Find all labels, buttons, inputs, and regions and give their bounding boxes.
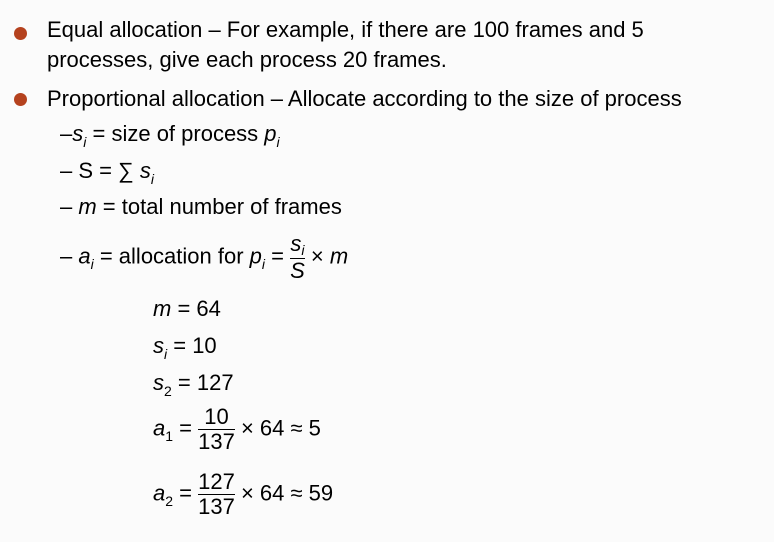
value: = 127: [171, 370, 234, 395]
example-a1: [153, 405, 321, 454]
var-s: s: [153, 370, 164, 395]
dash: –: [60, 194, 79, 219]
definition-text: size of process: [111, 121, 265, 146]
var-m: m: [329, 243, 349, 269]
bullet-text-line2: processes, give each process 20 frames.: [47, 47, 447, 72]
sub-i: i: [301, 242, 305, 258]
sub-i: i: [276, 134, 280, 150]
denominator: 137: [198, 494, 235, 519]
var-s: s: [290, 231, 302, 256]
sub-i: i: [83, 134, 87, 150]
var-s: s: [139, 158, 151, 183]
sub-i: i: [90, 256, 94, 273]
times: ×: [304, 243, 330, 269]
equals: =: [265, 243, 291, 269]
fraction: [290, 232, 305, 283]
sub-i: i: [261, 256, 266, 273]
equals: =: [173, 415, 199, 441]
numerator: 10: [204, 404, 229, 429]
example-s2: [153, 370, 234, 398]
fraction: [198, 470, 235, 519]
numerator: 127: [198, 469, 235, 494]
sub: 1: [165, 428, 174, 445]
var-a: a: [78, 243, 91, 269]
var-s: s: [72, 121, 84, 146]
value: = 10: [167, 333, 217, 358]
example-a2: [153, 470, 333, 519]
fraction: [198, 405, 235, 454]
var-p: p: [264, 121, 277, 146]
sub: 2: [164, 383, 172, 399]
definition-text: – S = ∑: [60, 158, 140, 183]
var-p: p: [249, 243, 262, 269]
equals: =: [173, 480, 199, 506]
definition-text: = allocation for: [93, 243, 250, 269]
var-a: a: [153, 480, 166, 506]
definition-text: = total number of frames: [96, 194, 342, 219]
example-s1: [153, 333, 217, 361]
denominator: S: [290, 258, 305, 283]
bullet-dot-icon: [14, 93, 27, 106]
var-m: m: [78, 194, 97, 219]
example-m: [153, 296, 221, 322]
value: × 64 ≈ 5: [234, 415, 321, 441]
sub: 2: [165, 493, 174, 510]
numerator: [290, 232, 305, 258]
definition-S: [60, 158, 154, 186]
bullet-text-line1: Equal allocation – For example, if there are 100 frames and 5: [47, 17, 644, 42]
definition-m: [60, 194, 342, 220]
sub-i: i: [150, 171, 155, 187]
value: × 64 ≈ 59: [234, 480, 334, 506]
dash: –: [60, 121, 73, 146]
var-s: s: [153, 333, 164, 358]
bullet-text-line1: Proportional allocation – Allocate according to the size of process: [47, 86, 682, 111]
dash: –: [60, 243, 79, 269]
value: = 64: [171, 296, 221, 321]
definition-si: [60, 121, 280, 149]
equals: =: [86, 121, 112, 146]
sub: i: [164, 346, 168, 362]
denominator: 137: [198, 429, 235, 454]
var-a: a: [153, 415, 166, 441]
var-m: m: [153, 296, 172, 321]
definition-ai: [60, 232, 348, 283]
bullet-dot-icon: [14, 27, 27, 40]
